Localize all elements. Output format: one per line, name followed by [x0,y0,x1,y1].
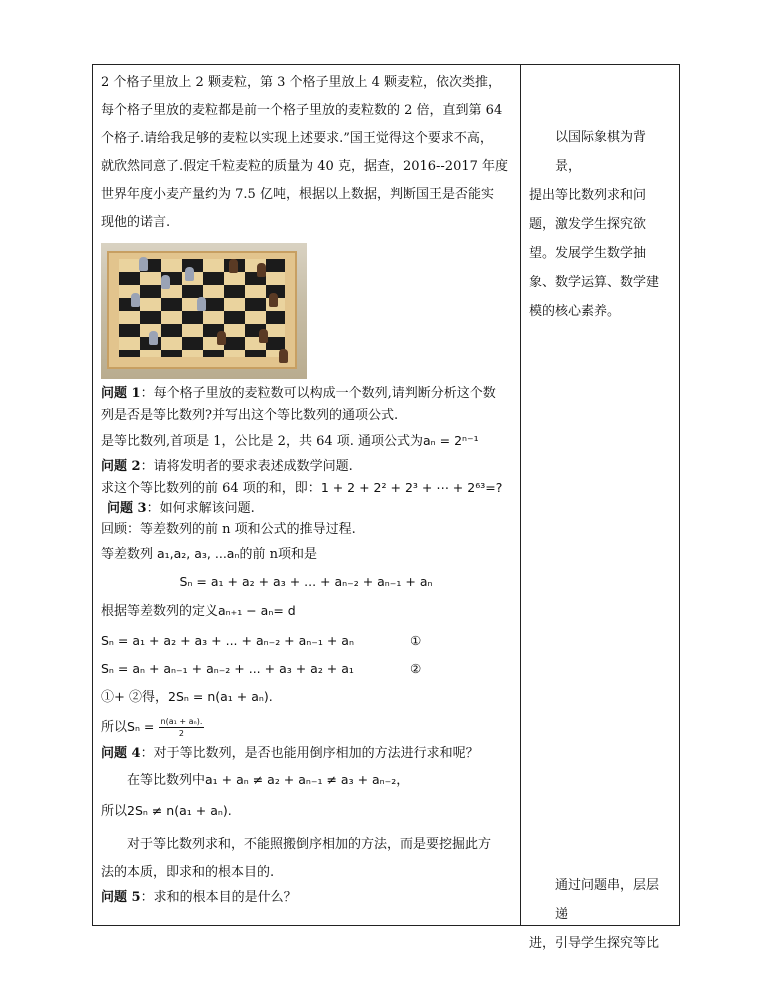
column-divider [520,65,521,925]
arithmetic-line: 等差数列 a₁,a₂, a₃, ...aₙ的前 n项和是 [101,546,317,562]
conclusion-line: 法的本质，即求和的根本目的. [101,865,275,880]
lesson-table [92,64,680,951]
so-line: 所以Sₙ = $\frac{\text{n(a₁ + aₙ).}}{2}$ [101,717,203,738]
question-label: 问题 4 [101,746,141,761]
fraction: $\frac{\text{n(a₁ + aₙ).}}{2}$ [160,717,203,738]
question-label: 问题 1 [101,386,141,401]
question-4: 问题 4：对于等比数列，是否也能用倒序相加的方法进行求和呢？ [101,746,479,761]
side-note-1: 以国际象棋为背景， 提出等比数列求和问 题，激发学生探究欲 望。发展学生数学抽 象、数学运算、数学建 模的核心素养。 [529,130,660,319]
equation-ref-2: ② [409,661,422,676]
question-1: 问题 1：每个格子里放的麦粒数可以构成一个数列,请判断分析这个数 列是否是等比数列?并写出这个等比数列的通项公式. [101,386,496,423]
sum-line: ①+ ②得，2Sₙ = n(a₁ + aₙ). [101,689,273,705]
answer-2: 求这个等比数列的前 64 项的和，即：1 + 2 + 2² + 2³ + ⋯ + 2⁶³=? [101,480,503,496]
intro-line: 就欣然同意了.假定千粒麦粒的质量为 40 克，据查，2016--2017 年度 [101,159,509,174]
review-line: 回顾：等差数列的前 n 项和公式的推导过程. [101,522,356,537]
so2-line: 所以2Sₙ ≠ n(a₁ + aₙ). [101,803,232,819]
question-5: 问题 5：求和的根本目的是什么？ [101,890,297,905]
question-2: 问题 2：请将发明者的要求表述成数学问题. [101,459,353,474]
conclusion-line: 对于等比数列求和，不能照搬倒序相加的方法，而是要挖掘此方 [127,837,492,852]
geometric-line: 在等比数列中a₁ + aₙ ≠ a₂ + aₙ₋₁ ≠ a₃ + aₙ₋₂， [127,772,410,788]
answer-1: 是等比数列,首项是 1，公比是 2，共 64 项. 通项公式为aₙ = 2ⁿ⁻¹ [101,433,479,449]
chessboard [107,251,297,369]
intro-line: 世界年度小麦产量约为 7.5 亿吨，根据以上数据，判断国王是否能实 [101,187,494,202]
sn-equation: Sₙ = a₁ + a₂ + a₃ + ... + aₙ₋₂ + aₙ₋₁ + aₙ [179,574,433,589]
equation-1: Sₙ = a₁ + a₂ + a₃ + ... + aₙ₋₂ + aₙ₋₁ + aₙ ① [101,627,511,655]
question-label: 问题 2 [101,459,141,474]
main-column [101,69,511,909]
question-3: 问题 3：如何求解该问题. [107,501,255,516]
sum-formula: 1 + 2 + 2² + 2³ + ⋯ + 2⁶³=? [320,480,503,495]
intro-line: 每个格子里放的麦粒都是前一个格子里放的麦粒数的 2 倍，直到第 64 [101,103,503,118]
question-label: 问题 3 [107,501,147,516]
equation-2: Sₙ = aₙ + aₙ₋₁ + aₙ₋₂ + ... + a₃ + a₂ + a₁ ② [101,655,511,683]
definition-line: 根据等差数列的定义aₙ₊₁ − aₙ= d [101,603,296,619]
intro-line: 现他的诺言. [101,215,171,230]
side-note-2: 通过问题串，层层递 进，引导学生探究等比 [529,878,660,951]
intro-line: 个格子.请给我足够的麦粒以实现上述要求.”国王觉得这个要求不高， [101,131,493,146]
chessboard-photo [101,243,307,379]
intro-line: 2 个格子里放上 2 颗麦粒，第 3 个格子里放上 4 颗麦粒，依次类推， [101,75,502,90]
general-term-formula: aₙ = 2ⁿ⁻¹ [423,433,479,448]
question-label: 问题 5 [101,890,141,905]
equation-ref-1: ① [409,633,422,648]
